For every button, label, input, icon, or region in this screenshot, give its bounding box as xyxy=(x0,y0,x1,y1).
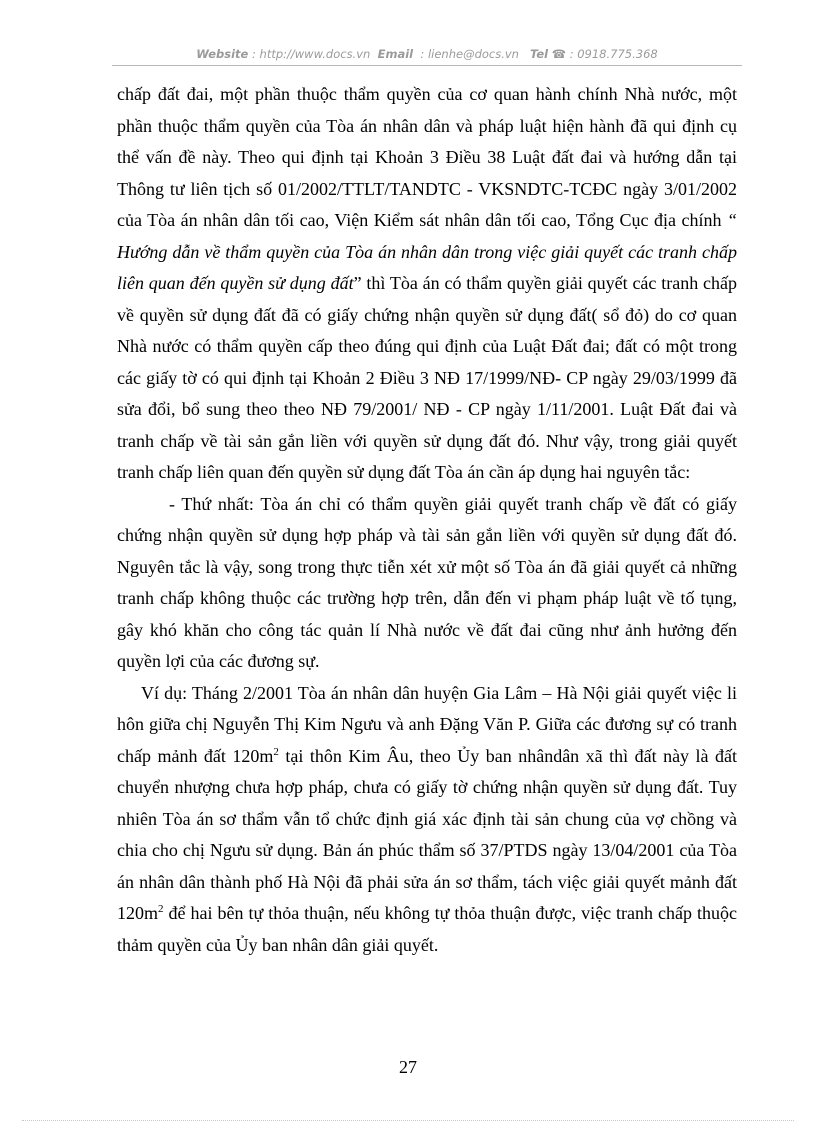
page-header xyxy=(112,47,742,61)
page-bottom-border xyxy=(22,1120,794,1121)
paragraph-1-text-b: ” thì Tòa án có thẩm quyền giải quyết các tranh chấp về quyền sử dụng đất đã có giấy chứng nhận quyền sử dụng đất( sổ đỏ) do cơ quan Nhà nước có thẩm quyền cấp theo đúng qui định của Luật Đất đai; đất có một trong các giấy tờ có qui định tại Khoản 2 Điều 3 NĐ 17/1999/NĐ- CP ngày 29/03/1999 đã sửa đổi, bổ sung theo theo NĐ 79/2001/ NĐ - CP ngày 1/11/2001. Luật Đất đai và tranh chấp về tài sản gắn liền với quyền sử dụng đất đó. Như vậy, trong giải quyết tranh chấp liên quan đến quyền sử dụng đất Tòa án cần áp dụng hai nguyên tắc: xyxy=(117,273,737,482)
website-label: Website xyxy=(196,47,249,61)
tel-value: ☎ : 0918.775.368 xyxy=(551,47,658,61)
paragraph-3-text-b: tại thôn Kim Âu, theo Ủy ban nhândân xã thì đất này là đất chuyển nhượng chưa hợp pháp, chưa có giấy tờ chứng nhận quyền sử dụng đất. Tuy nhiên Tòa án sơ thẩm vẫn tổ chức định giá xác định tài sản chung của vợ chồng và chia cho chị Ngưu sử dụng. Bản án phúc thẩm số 37/PTDS ngày 13/04/2001 của Tòa án nhân dân thành phố Hà Nội đã phải sửa án sơ thẩm, tách việc giải quyết mảnh đất 120m xyxy=(117,745,737,923)
email-value: : lienhe@docs.vn xyxy=(420,47,519,61)
email-label: Email xyxy=(377,47,414,61)
superscript-2: 2 xyxy=(158,903,164,915)
header-rule xyxy=(112,65,742,66)
paragraph-1-text-a: chấp đất đai, một phần thuộc thẩm quyền của cơ quan hành chính Nhà nước, một phần thuộc thẩm quyền của Tòa án nhân dân và pháp luật hiện hành đã qui định cụ thể vấn đề này. Theo qui định tại Khoản 3 Điều 38 Luật đất đai và hướng dẫn tại Thông tư liên tịch số 01/2002/TTLT/TANDTC - VKSNDTC-TCĐC ngày 3/01/2002 của Tòa án nhân dân tối cao, Viện Kiểm sát nhân dân tối cao, Tổng Cục địa chính xyxy=(117,84,737,230)
paragraph-2: - Thứ nhất: Tòa án chỉ có thẩm quyền giải quyết tranh chấp về đất có giấy chứng nhận quyền sử dụng hợp pháp và tài sản gắn liền với quyền sử dụng đất đó. Nguyên tắc là vậy, song trong thực tiễn xét xử một số Tòa án đã giải quyết cả những tranh chấp không thuộc các trường hợp trên, dẫn đến vi phạm pháp luật về tố tụng, gây khó khăn cho công tác quản lí Nhà nước về đất đai cũng như ảnh hưởng đến quyền lợi của các đương sự. xyxy=(117,493,737,671)
tel-label: Tel xyxy=(529,47,549,61)
paragraph-3 xyxy=(117,678,737,962)
superscript-1: 2 xyxy=(273,745,279,758)
page-number: 27 xyxy=(399,1057,417,1077)
paragraph-1 xyxy=(117,79,737,489)
website-value: : http://www.docs.vn xyxy=(252,47,371,61)
paragraph-1-italic-title: “ Hướng dẫn về thẩm quyền của Tòa án nhân dân trong việc giải quyết các tranh chấp liên quan đến quyền sử dụng đất xyxy=(117,210,737,293)
paragraph-3-text-a: Ví dụ: Tháng 2/2001 Tòa án nhân dân huyện Gia Lâm – Hà Nội giải quyết việc li hôn giữa chị Nguyễn Thị Kim Ngưu và anh Đặng Văn P. Giữa các đương sự có tranh chấp mảnh đất 120m xyxy=(117,682,737,766)
document-body xyxy=(117,79,737,961)
paragraph-3-text-c: để hai bên tự thỏa thuận, nếu không tự thỏa thuận được, việc tranh chấp thuộc thảm quyền của Ủy ban nhân dân giải quyết. xyxy=(117,903,737,955)
